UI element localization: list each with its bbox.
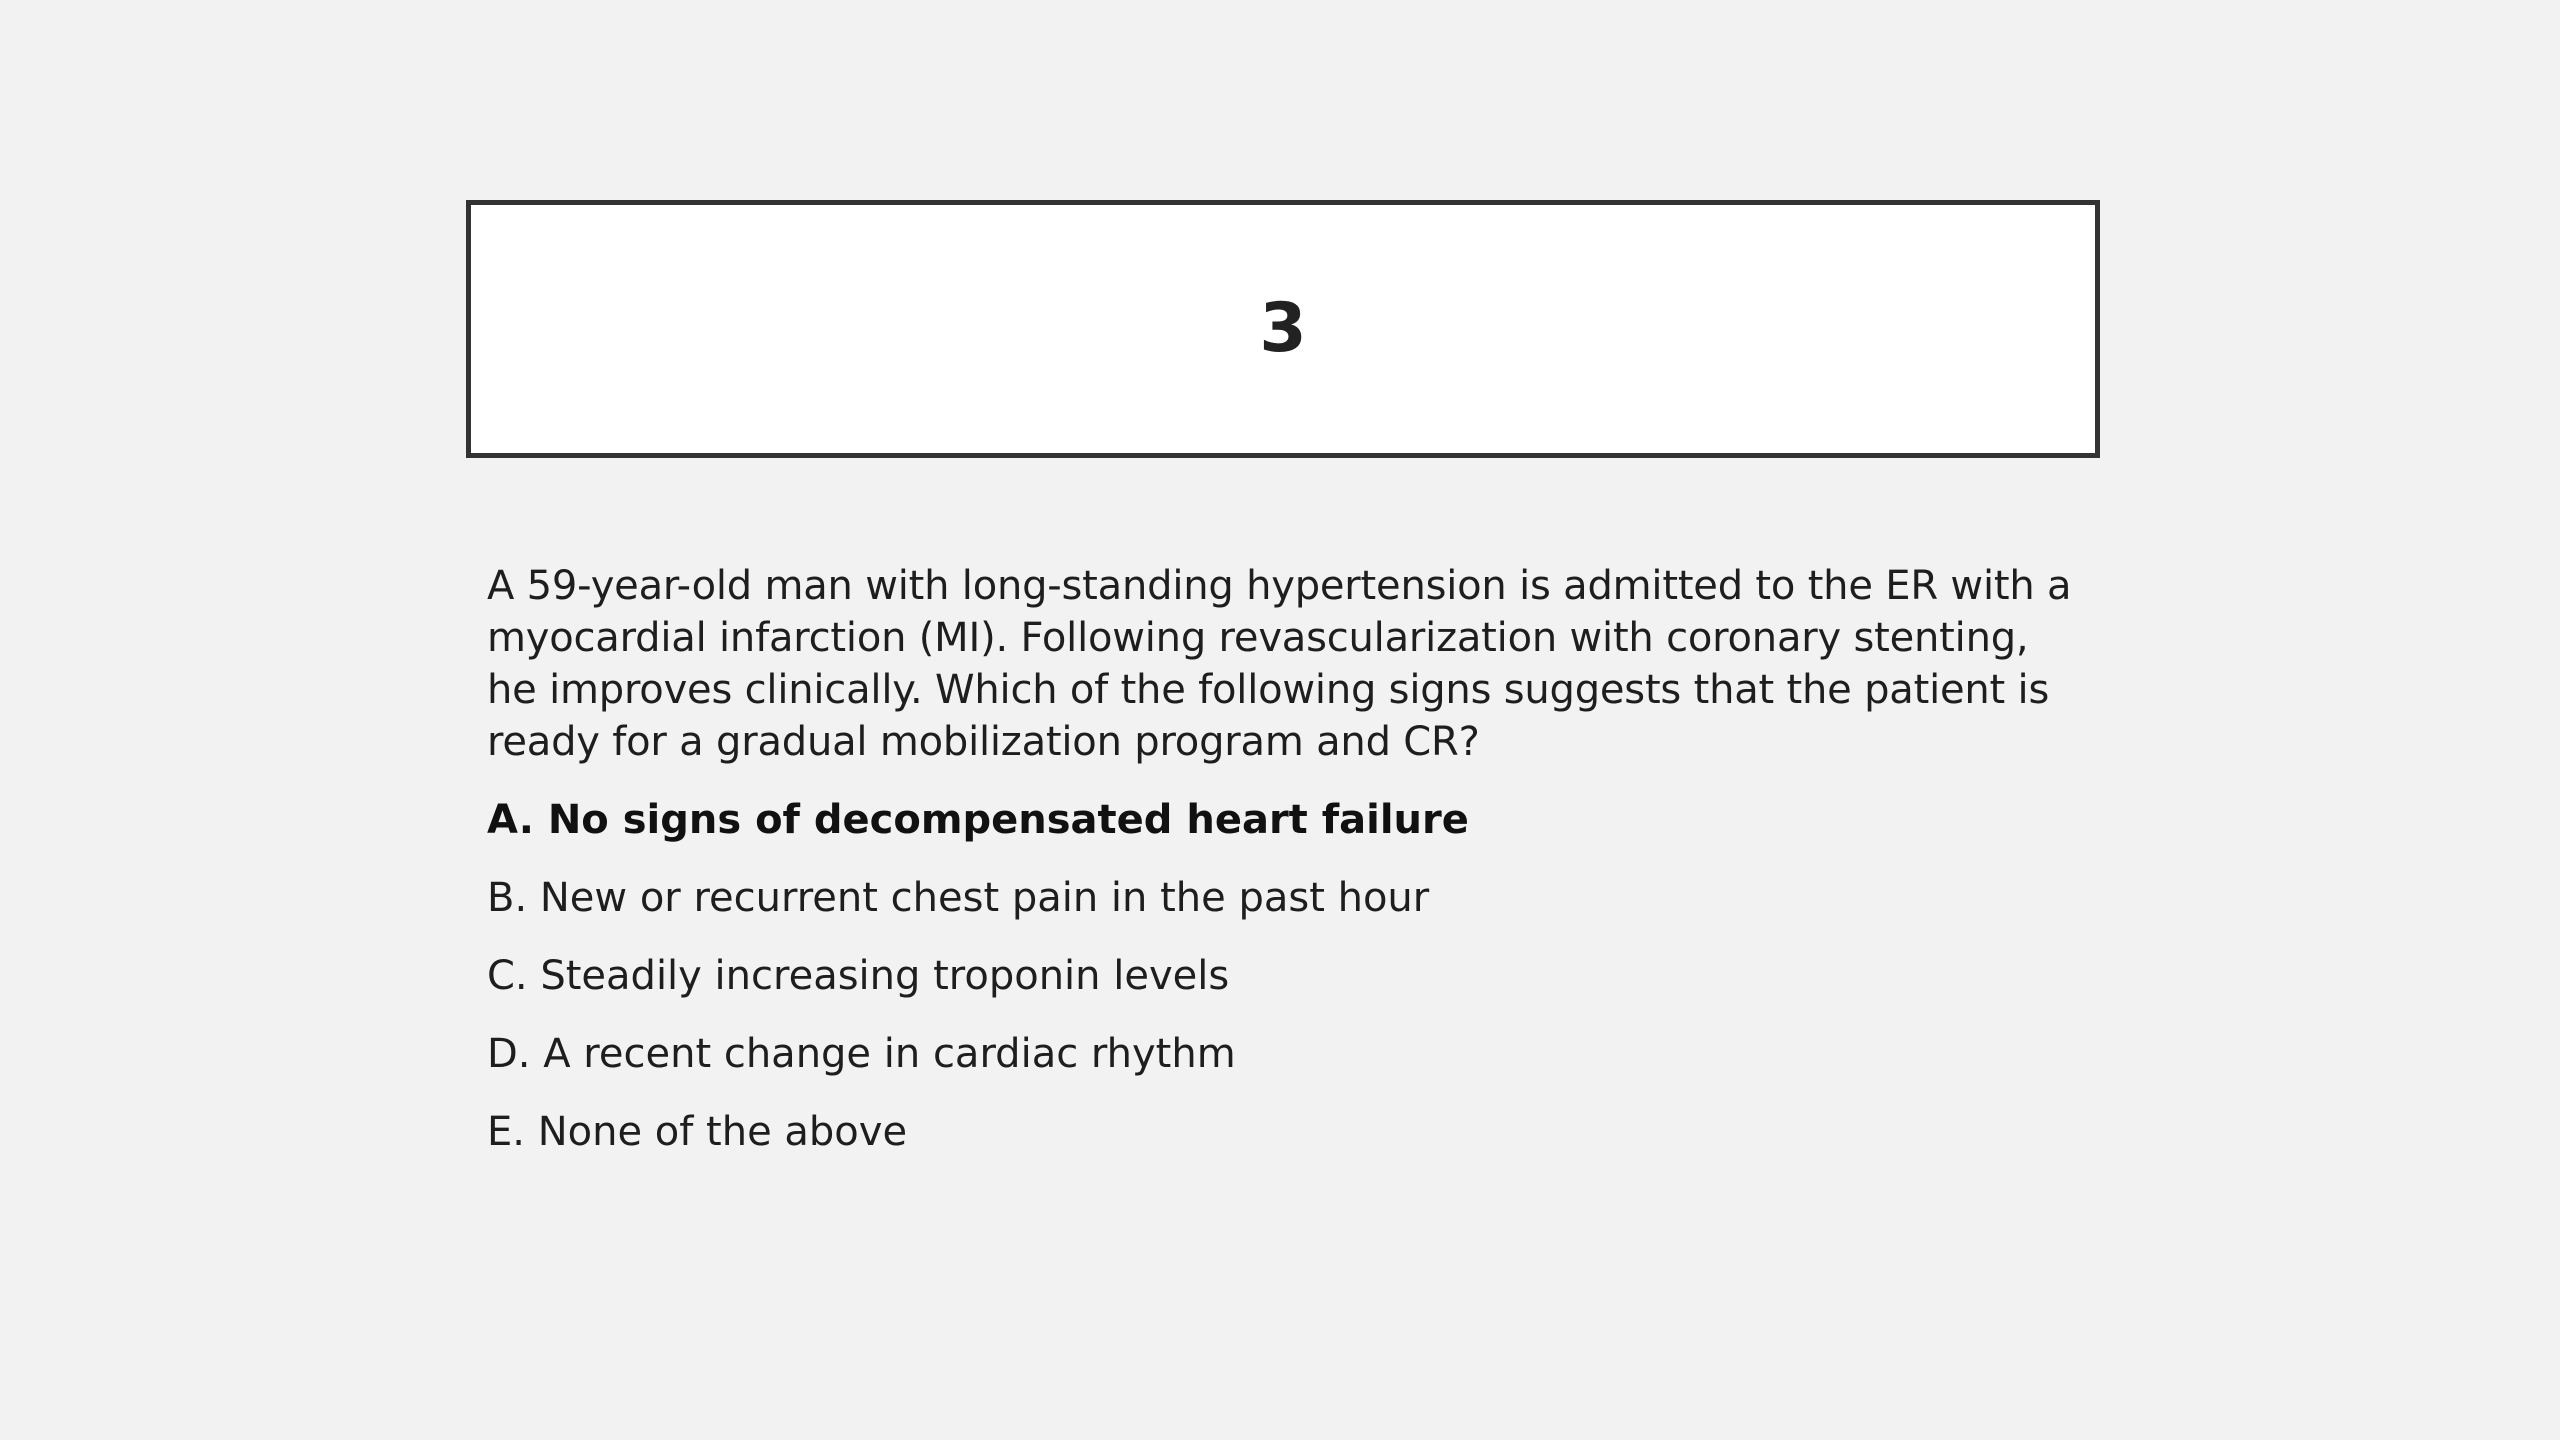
option-a: A. No signs of decompensated heart failure — [487, 797, 1469, 843]
option-d: D. A recent change in cardiac rhythm — [487, 1031, 1236, 1077]
question-text: A 59-year-old man with long-standing hypertension is admitted to the ER with a myocardial infarction (MI). Following revascularization with coronary stenting, he improves clinically. Which of the following signs suggests that the patient is ready for a gradual mobilization program and CR? — [487, 563, 2072, 765]
answer-options — [487, 794, 2087, 1158]
slide-title-box — [466, 200, 2100, 458]
slide-content — [487, 560, 2087, 1184]
slide-title: 3 — [1259, 289, 1307, 368]
option-b: B. New or recurrent chest pain in the past hour — [487, 875, 1430, 921]
option-c: C. Steadily increasing troponin levels — [487, 953, 1230, 999]
option-e: E. None of the above — [487, 1109, 908, 1155]
